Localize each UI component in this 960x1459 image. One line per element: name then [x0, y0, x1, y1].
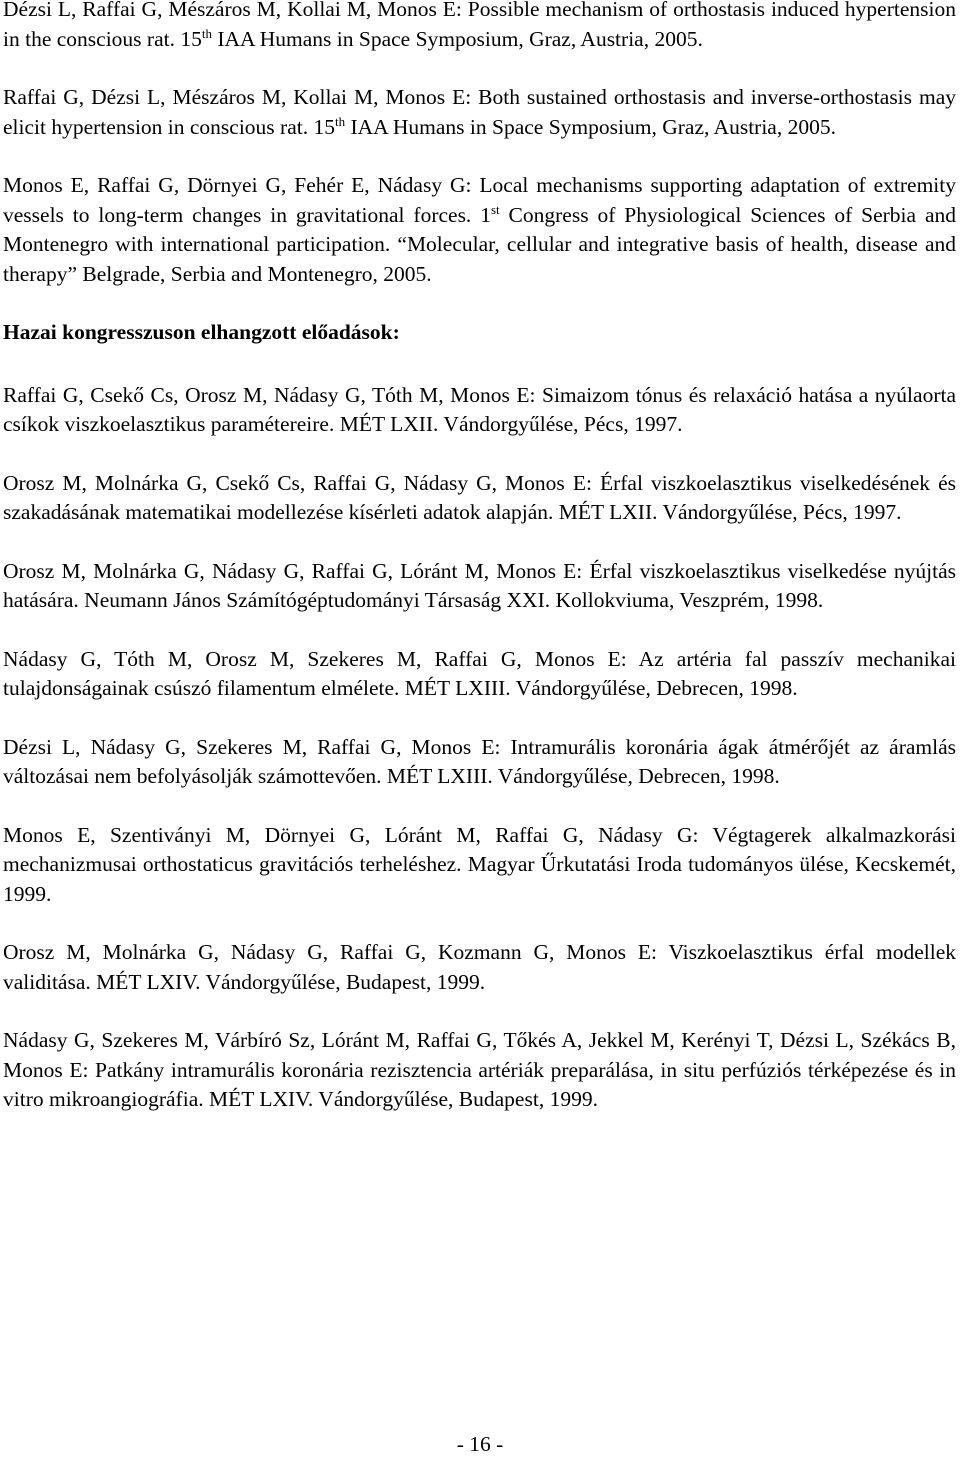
reference-entry-domestic-3: Orosz M, Molnárka G, Nádasy G, Raffai G, Lóránt M, Monos E: Érfal viszkoelasztikus viselkedése nyújtás hatására. Neumann János Számítógéptudományi Társaság XXI. Kollokviuma, Veszprém, 1998. [3, 558, 956, 612]
page-number: - 16 - [456, 1432, 504, 1456]
reference-entry-intl-2: Raffai G, Dézsi L, Mészáros M, Kollai M, Monos E: Both sustained orthostasis and inverse-orthostasis may elicit hypertension in conscious rat. 15th IAA Humans in Space Symposium, Graz, Austria, 2005. [3, 85, 956, 139]
reference-entry-domestic-5: Dézsi L, Nádasy G, Szekeres M, Raffai G, Monos E: Intramurális koronária ágak átmérőjét az áramlás változásai nem befolyásolják számottevően. MÉT LXIII. Vándorgyűlése, Debrecen, 1998. [3, 734, 956, 788]
ordinal-suffix: th [334, 113, 346, 129]
ordinal-suffix: st [490, 201, 500, 217]
reference-entry-domestic-1: Raffai G, Csekő Cs, Orosz M, Nádasy G, Tóth M, Monos E: Simaizom tónus és relaxáció hatása a nyúlaorta csíkok viszkoelasztikus paramétereire. MÉT LXII. Vándorgyűlése, Pécs, 1997. [3, 382, 956, 436]
section-title-domestic-talks: Hazai kongresszuson elhangzott előadások: [3, 320, 400, 344]
reference-entry-intl-1: Dézsi L, Raffai G, Mészáros M, Kollai M, Monos E: Possible mechanism of orthostasis induced hypertension in the conscious rat. 15th IAA Humans in Space Symposium, Graz, Austria, 2005. [3, 0, 956, 51]
reference-entry-domestic-8: Nádasy G, Szekeres M, Várbíró Sz, Lóránt M, Raffai G, Tőkés A, Jekkel M, Kerényi T, Dézsi L, Székács B, Monos E: Patkány intramurális koronária rezisztencia artériák preparálása, in situ perfúziós térképezése és in vitro mikroangiográfia. MÉT LXIV. Vándorgyűlése, Budapest, 1999. [3, 1028, 956, 1111]
reference-entry-domestic-4: Nádasy G, Tóth M, Orosz M, Szekeres M, Raffai G, Monos E: Az artéria fal passzív mechanikai tulajdonságainak csúszó filamentum elmélete. MÉT LXIII. Vándorgyűlése, Debrecen, 1998. [3, 646, 956, 700]
page-content [3, 0, 956, 1144]
reference-entry-domestic-6: Monos E, Szentiványi M, Dörnyei G, Lóránt M, Raffai G, Nádasy G: Végtagerek alkalmazkorási mechanizmusai orthostaticus gravitációs terheléshez. Magyar Űrkutatási Iroda tudományos ülése, Kecskemét, 1999. [3, 822, 956, 906]
ordinal-suffix: th [201, 25, 212, 41]
reference-entry-intl-3: Monos E, Raffai G, Dörnyei G, Fehér E, Nádasy G: Local mechanisms supporting adaptation of extremity vessels to long-term changes in gravitational forces. 1st Congress of Physiological Sciences of Serbia and Montenegro with international participation. “Molecular, cellular and integrative basis of health, disease and therapy” Belgrade, Serbia and Montenegro, 2005. [3, 173, 957, 286]
reference-entry-domestic-2: Orosz M, Molnárka G, Csekő Cs, Raffai G, Nádasy G, Monos E: Érfal viszkoelasztikus viselkedésének és szakadásának matematikai modellezése kísérleti adatok alapján. MÉT LXII. Vándorgyűlése, Pécs, 1997. [3, 470, 956, 524]
reference-entry-domestic-7: Orosz M, Molnárka G, Nádasy G, Raffai G, Kozmann G, Monos E: Viszkoelasztikus érfal modellek validitása. MÉT LXIV. Vándorgyűlése, Budapest, 1999. [3, 940, 956, 994]
